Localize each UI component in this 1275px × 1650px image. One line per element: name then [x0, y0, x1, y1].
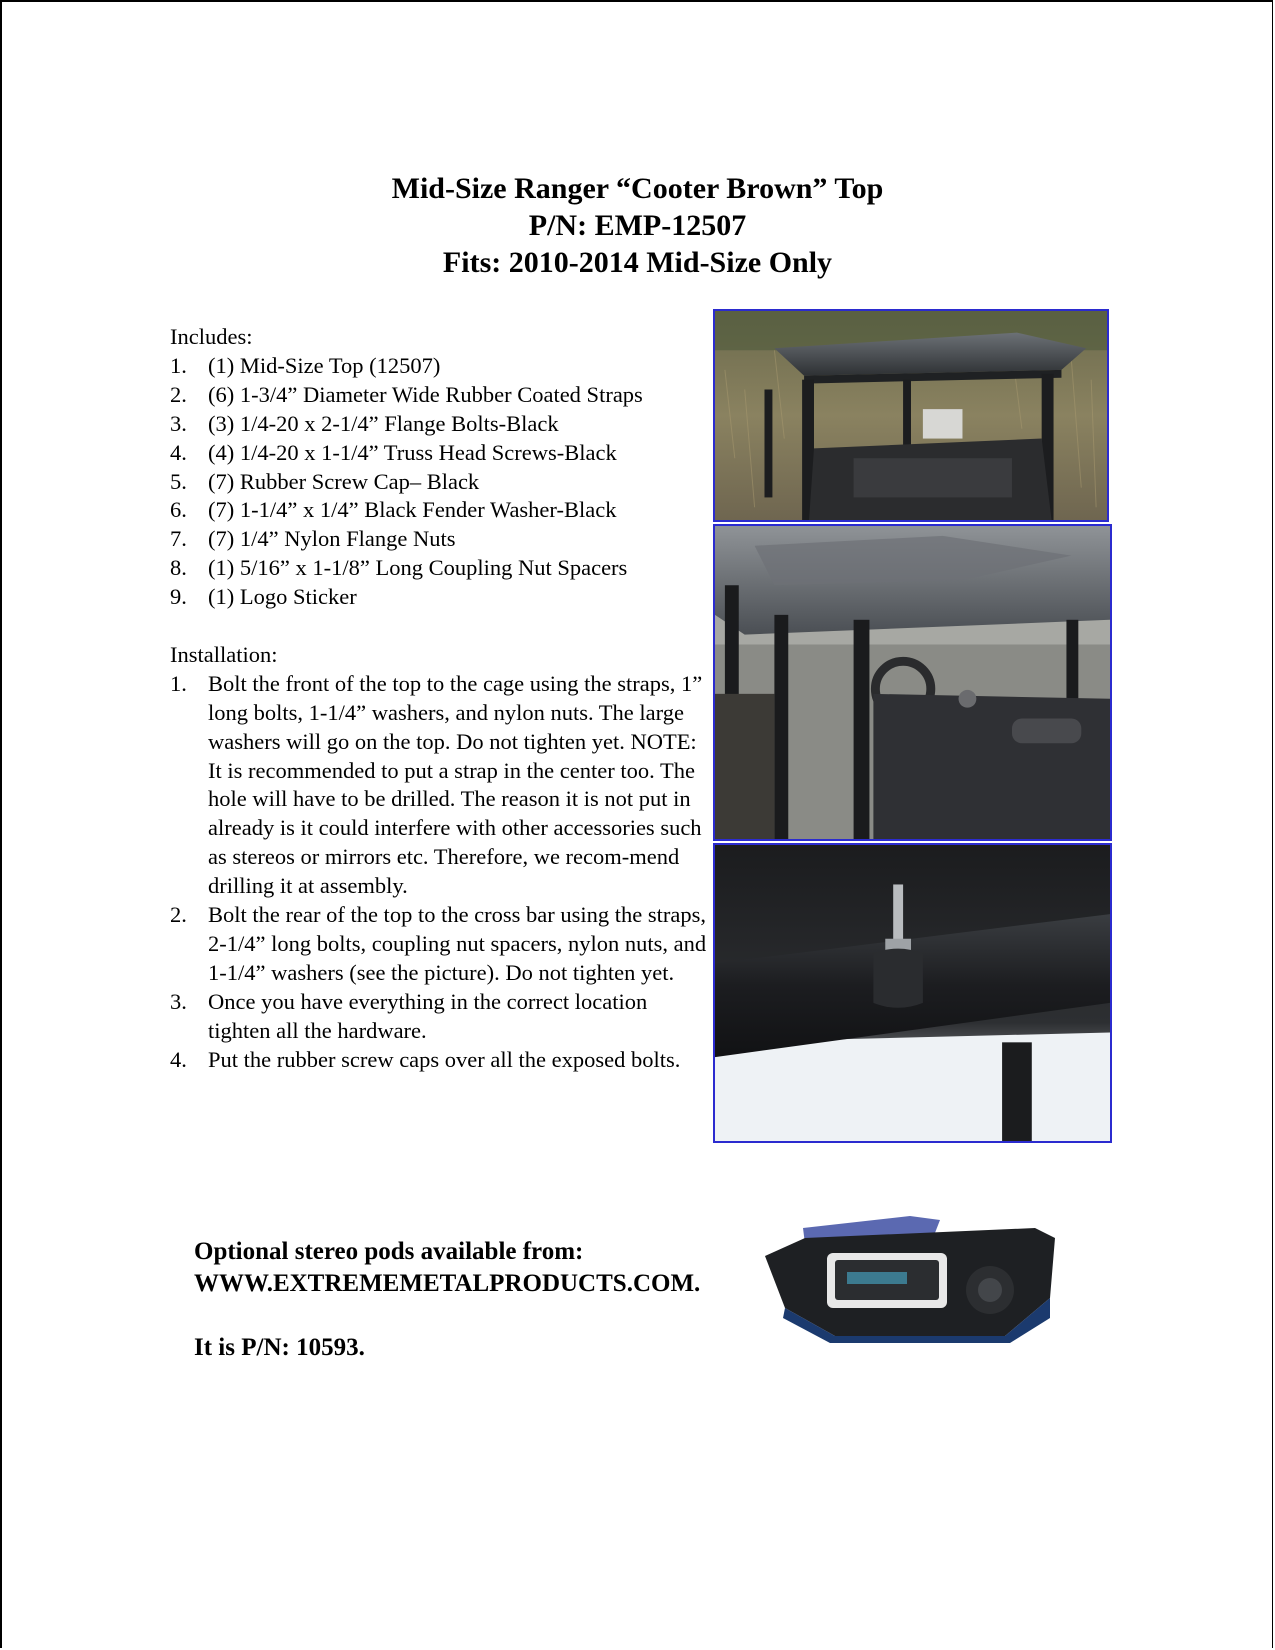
item-text: (3) 1/4-20 x 2-1/4” Flange Bolts-Black — [208, 410, 559, 436]
installation-steps — [170, 670, 710, 1075]
list-item — [170, 525, 710, 554]
item-text: (7) Rubber Screw Cap– Black — [208, 468, 480, 494]
includes-heading: Includes: — [170, 324, 253, 349]
optional-line: Optional stereo pods available from: — [194, 1238, 584, 1265]
list-item — [170, 410, 710, 439]
list-item — [170, 1046, 710, 1075]
includes-list — [170, 352, 710, 612]
item-number: 2. — [170, 381, 187, 407]
title-product-name: Mid-Size Ranger “Cooter Brown” Top — [391, 172, 884, 205]
step-number: 2. — [170, 902, 187, 928]
optional-stereo-note — [194, 1236, 754, 1364]
instructions-column — [170, 323, 710, 1075]
stereo-part-number: It is P/N: 10593. — [194, 1334, 365, 1361]
item-number: 4. — [170, 439, 187, 465]
item-number: 6. — [170, 497, 187, 523]
item-number: 3. — [170, 410, 187, 436]
list-item — [170, 583, 710, 612]
photo-strap-detail — [713, 843, 1112, 1143]
item-text: (1) 5/16” x 1-1/8” Long Coupling Nut Spacers — [208, 555, 628, 581]
website-text: WWW.EXTREMEMETALPRODUCTS.COM. — [194, 1270, 701, 1297]
list-item — [170, 988, 710, 1046]
item-text: (4) 1/4-20 x 1-1/4” Truss Head Screws-Black — [208, 439, 617, 465]
list-item — [170, 901, 710, 988]
photo-top-closeup — [713, 524, 1112, 841]
installation-heading: Installation: — [170, 641, 278, 667]
step-number: 4. — [170, 1046, 187, 1072]
list-item — [170, 439, 710, 468]
stereo-pod-image — [765, 1208, 1060, 1343]
photo-top-in-field — [713, 309, 1109, 522]
step-text: Put the rubber screw caps over all the exposed bolts. — [208, 1046, 681, 1072]
step-text: Bolt the front of the top to the cage using the straps, 1” long bolts, 1-1/4” washers, and nylon nuts. The large washers will go on the top. Do not tighten yet. NOTE: It is recommended to put a strap in the center too. The hole will have to be drilled. The reason it is not put in already is it could interfere with other accessories such as stereos or mirrors etc. Therefore, we recom-mend drilling it at assembly. — [208, 670, 703, 899]
title-fitment: Fits: 2010-2014 Mid-Size Only — [442, 246, 833, 279]
step-number: 1. — [170, 670, 187, 696]
list-item — [170, 670, 710, 901]
title-part-number: P/N: EMP-12507 — [528, 209, 747, 242]
item-number: 8. — [170, 555, 187, 581]
item-number: 7. — [170, 526, 187, 552]
list-item — [170, 381, 710, 410]
item-number: 9. — [170, 584, 187, 610]
list-item — [170, 554, 710, 583]
list-item — [170, 352, 710, 381]
item-number: 1. — [170, 352, 187, 378]
document-title — [0, 170, 1275, 281]
step-text: Bolt the rear of the top to the cross bar using the straps, 2-1/4” long bolts, coupling nut spacers, nylon nuts, and 1-1/4” washers (see the picture). Do not tighten yet. — [208, 902, 707, 985]
item-text: (1) Logo Sticker — [208, 584, 357, 610]
step-number: 3. — [170, 988, 187, 1014]
item-number: 5. — [170, 468, 187, 494]
item-text: (1) Mid-Size Top (12507) — [208, 352, 441, 378]
list-item — [170, 496, 710, 525]
step-text: Once you have everything in the correct location tighten all the hardware. — [208, 988, 648, 1043]
item-text: (6) 1-3/4” Diameter Wide Rubber Coated Straps — [208, 381, 643, 407]
list-item — [170, 468, 710, 497]
item-text: (7) 1/4” Nylon Flange Nuts — [208, 526, 456, 552]
item-text: (7) 1-1/4” x 1/4” Black Fender Washer-Black — [208, 497, 617, 523]
